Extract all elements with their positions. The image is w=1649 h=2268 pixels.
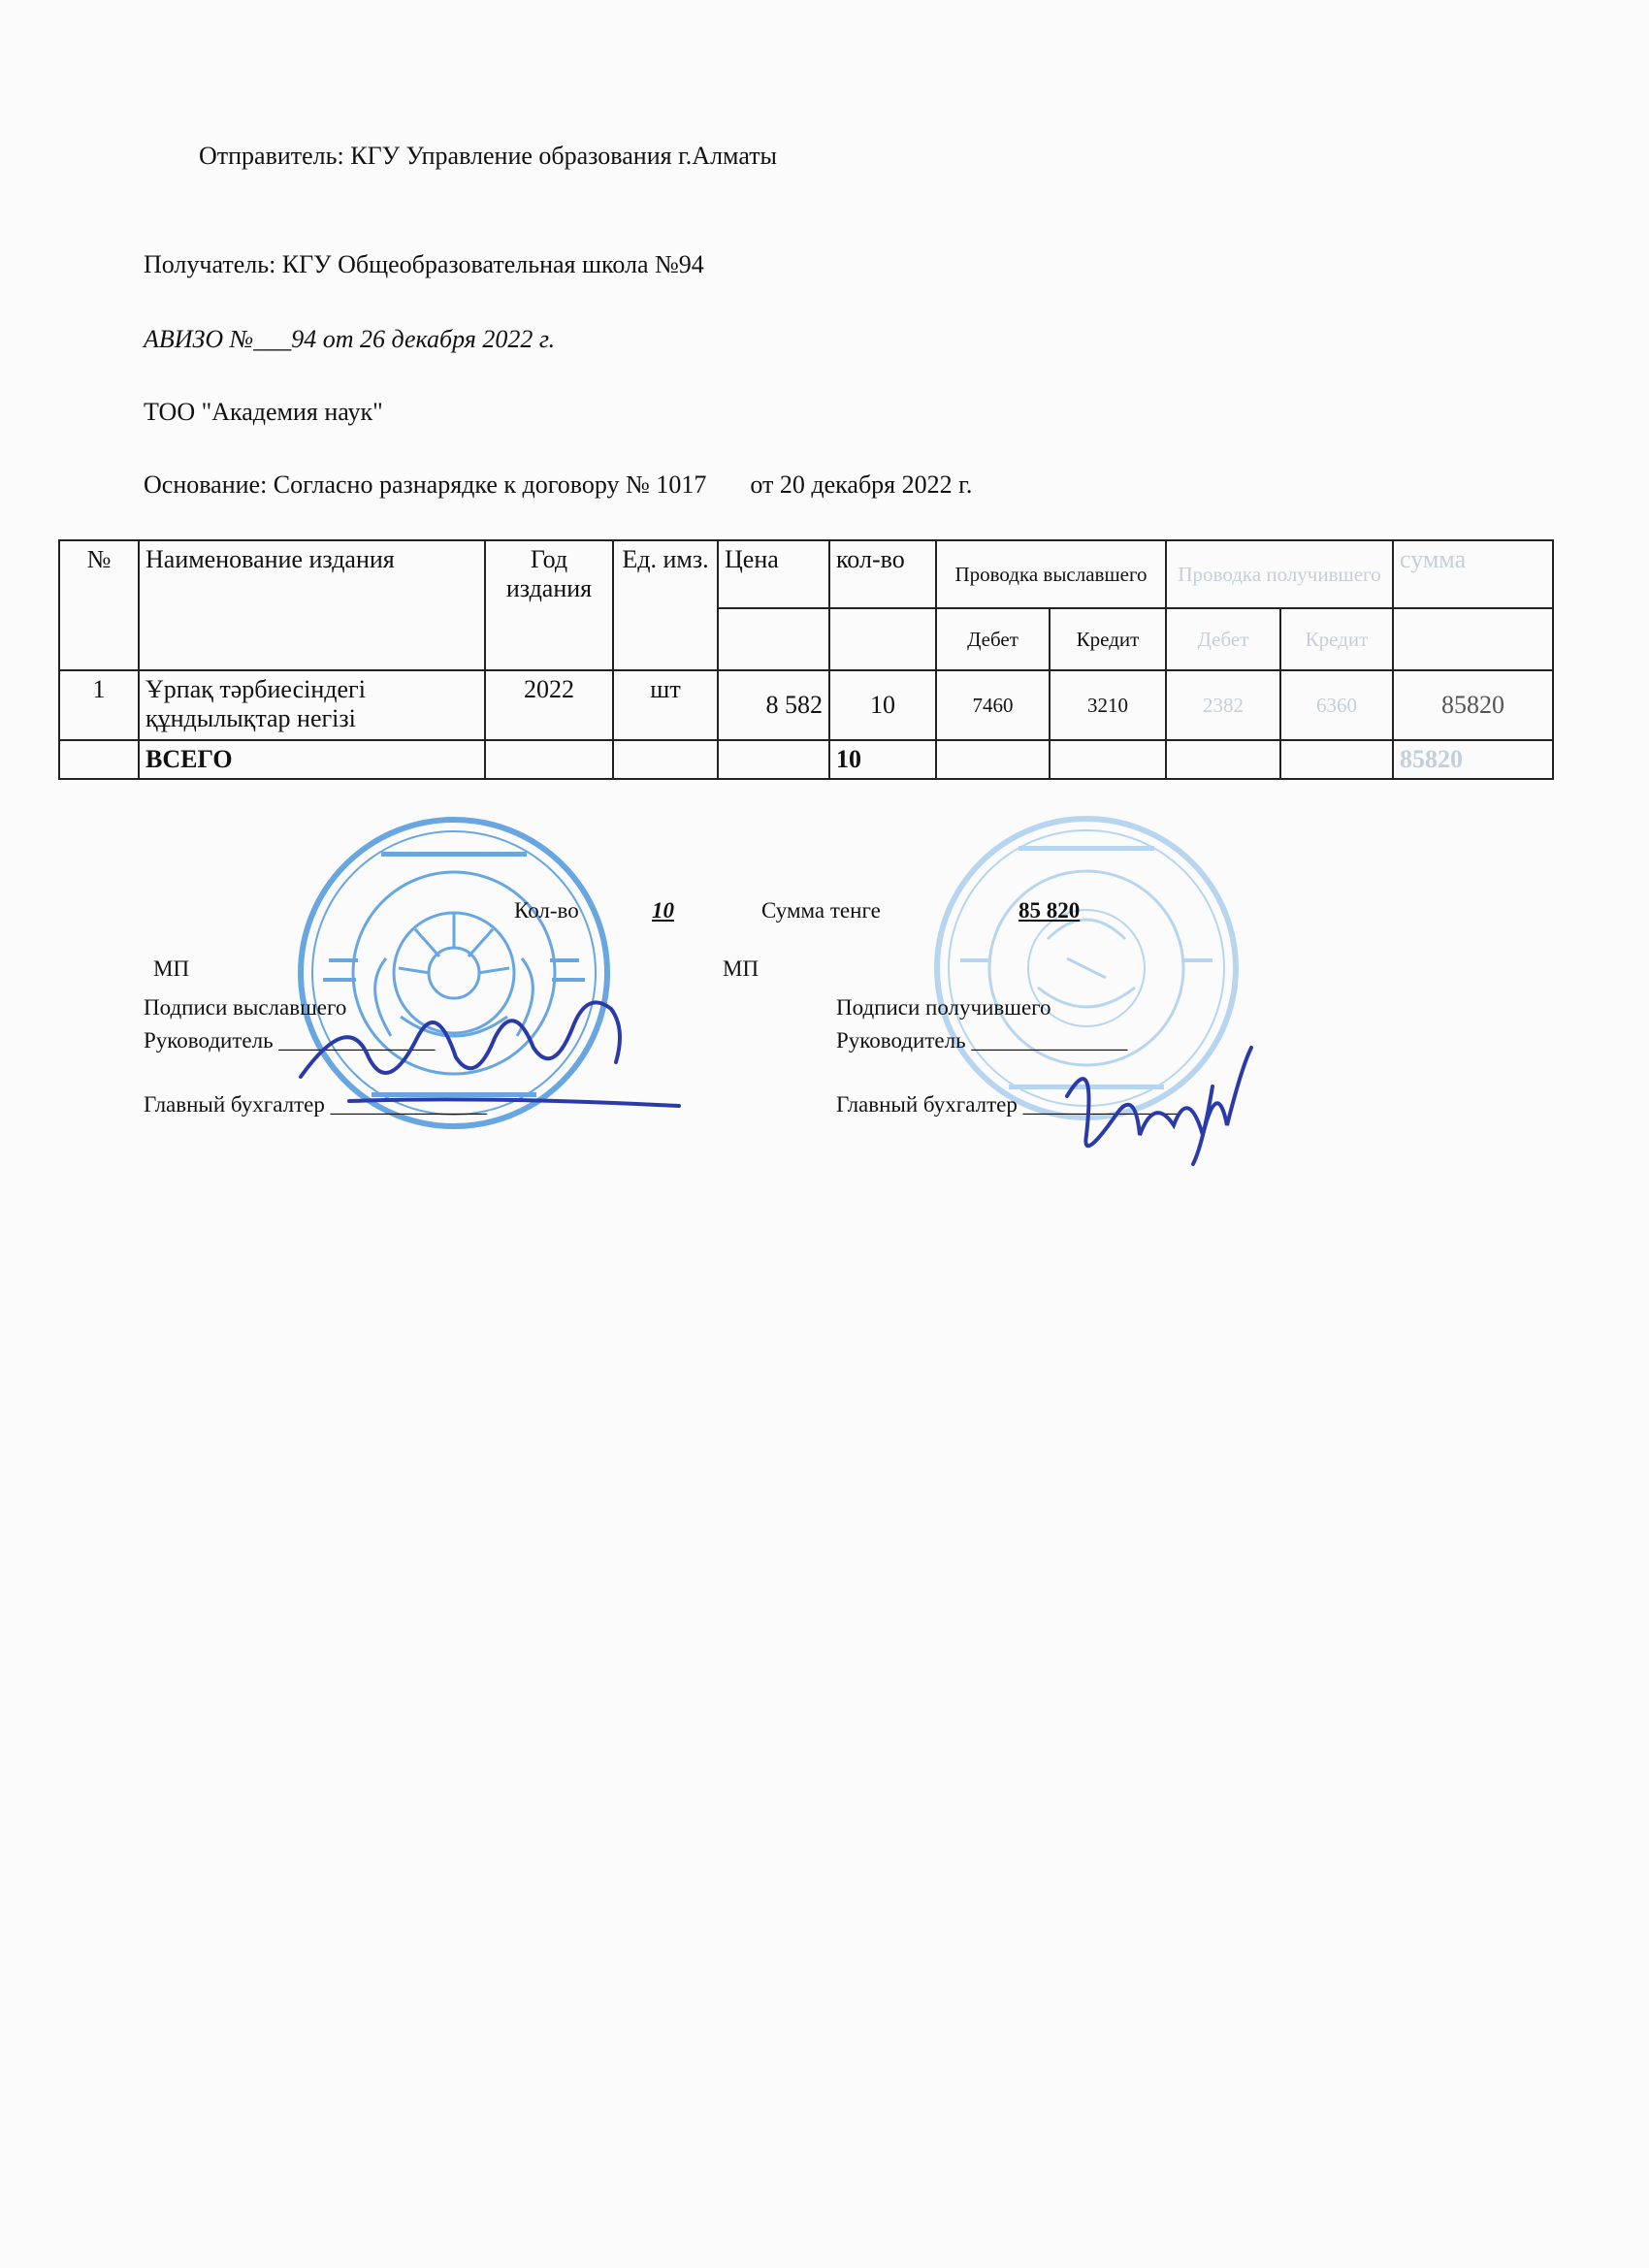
mp-right: МП — [723, 956, 760, 981]
col-recipient-posting: Проводка получившего — [1166, 540, 1393, 608]
total-credit-2 — [1280, 740, 1393, 779]
chief-accountant-right: Главный бухгалтер ______________ — [836, 1092, 1180, 1117]
row-qty: 10 — [829, 670, 936, 740]
total-unit — [613, 740, 718, 779]
row-credit-2: 6360 — [1280, 670, 1393, 740]
sender-signature — [291, 970, 698, 1116]
sender-signatures-label: Подписи выславшего — [144, 995, 347, 1020]
row-unit: шт — [613, 670, 718, 740]
basis-line — [144, 470, 972, 500]
total-debit — [936, 740, 1050, 779]
total-num — [59, 740, 139, 779]
sum-sub — [1393, 608, 1553, 670]
price-sub — [718, 608, 829, 670]
head-right: Руководитель ______________ — [836, 1028, 1128, 1053]
qty-value: 10 — [652, 898, 674, 923]
header-row — [59, 540, 1553, 608]
col-debit-2: Дебет — [1166, 608, 1280, 670]
col-year: Год издания — [485, 540, 613, 670]
total-credit — [1050, 740, 1166, 779]
row-price: 8 582 — [718, 670, 829, 740]
total-price — [718, 740, 829, 779]
mp-left: МП — [153, 956, 190, 981]
sum-label: Сумма тенге — [761, 898, 881, 923]
col-sum: сумма — [1393, 540, 1553, 608]
col-unit: Ед. имз. — [613, 540, 718, 670]
total-debit-2 — [1166, 740, 1280, 779]
recipient-signature — [1048, 1028, 1271, 1174]
total-qty: 10 — [829, 740, 936, 779]
col-credit: Кредит — [1050, 608, 1166, 670]
row-year: 2022 — [485, 670, 613, 740]
total-year — [485, 740, 613, 779]
chief-accountant-left: Главный бухгалтер ______________ — [144, 1092, 487, 1117]
row-name: Ұрпақ тәрбиесіндегі құндылықтар негізі — [139, 670, 485, 740]
table-row — [59, 670, 1553, 740]
sum-value: 85 820 — [1018, 898, 1081, 923]
col-credit-2: Кредит — [1280, 608, 1393, 670]
col-qty: кол-во — [829, 540, 936, 608]
sender-line: Отправитель: КГУ Управление образования г.Алматы — [199, 142, 778, 170]
col-debit: Дебет — [936, 608, 1050, 670]
col-num: № — [59, 540, 139, 670]
row-sum: 85820 — [1393, 670, 1553, 740]
qty-sub — [829, 608, 936, 670]
basis-prefix: Основание: Согласно разнарядке к договору № 1017 — [144, 470, 707, 499]
total-label: ВСЕГО — [139, 740, 485, 779]
items-table — [58, 539, 1554, 780]
row-num: 1 — [59, 670, 139, 740]
supplier-line: ТОО "Академия наук" — [144, 398, 383, 426]
row-debit: 7460 — [936, 670, 1050, 740]
recipient-line: Получатель: КГУ Общеобразовательная школа №94 — [144, 250, 704, 278]
total-row — [59, 740, 1553, 779]
row-credit: 3210 — [1050, 670, 1166, 740]
head-left: Руководитель ______________ — [144, 1028, 436, 1053]
qty-label: Кол-во — [514, 898, 579, 923]
total-sum: 85820 — [1393, 740, 1553, 779]
col-price: Цена — [718, 540, 829, 608]
aviso-line: АВИЗО №___94 от 26 декабря 2022 г. — [144, 325, 556, 353]
col-name: Наименование издания — [139, 540, 485, 670]
basis-date: от 20 декабря 2022 г. — [750, 470, 973, 499]
row-debit-2: 2382 — [1166, 670, 1280, 740]
recipient-signatures-label: Подписи получившего — [836, 995, 1051, 1020]
col-sender-posting: Проводка выславшего — [936, 540, 1166, 608]
